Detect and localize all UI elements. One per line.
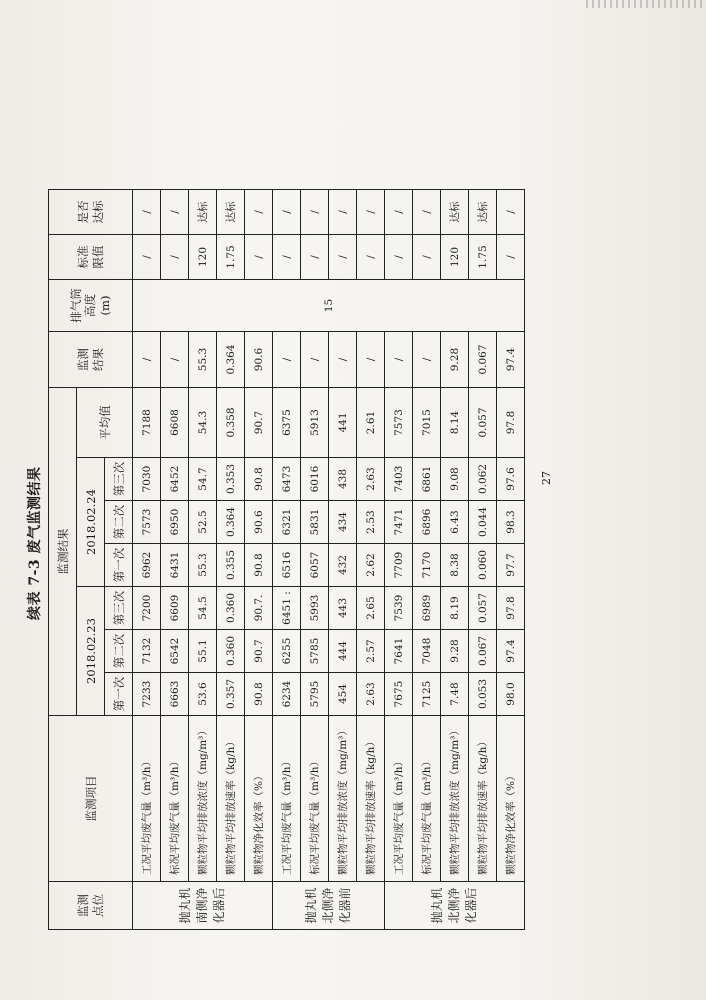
result-cell: 9.28 [441, 332, 469, 388]
run-header: 第三次 [105, 587, 133, 630]
compliance-cell: 达标 [217, 190, 245, 235]
average-cell: 54.3 [189, 388, 217, 458]
result-cell: 97.4 [497, 332, 525, 388]
result-cell: / [133, 332, 161, 388]
average-cell: 8.14 [441, 388, 469, 458]
value-cell: 6962 [133, 544, 161, 587]
rotated-content [0, 80, 600, 1000]
limit-cell: / [273, 235, 301, 280]
value-cell: 432 [329, 544, 357, 587]
value-cell: 5831 [301, 501, 329, 544]
value-cell: 97.8 [497, 587, 525, 630]
value-cell: 7132 [133, 630, 161, 673]
item-cell: 工况平均废气量（m³/h） [133, 716, 161, 882]
limit-cell: / [329, 235, 357, 280]
result-cell: 90.6 [245, 332, 273, 388]
value-cell: 7200 [133, 587, 161, 630]
value-cell: 6609 [161, 587, 189, 630]
value-cell: 55.1 [189, 630, 217, 673]
value-cell: 434 [329, 501, 357, 544]
value-cell: 54.7 [189, 458, 217, 501]
value-cell: 90.8 [245, 458, 273, 501]
result-cell: / [273, 332, 301, 388]
average-cell: 7188 [133, 388, 161, 458]
value-cell: 98.3 [497, 501, 525, 544]
emission-results-table [48, 189, 525, 930]
average-cell: 90.7 [245, 388, 273, 458]
value-cell: 454 [329, 673, 357, 716]
value-cell: 6234 [273, 673, 301, 716]
value-cell: 0.360 [217, 587, 245, 630]
value-cell: 7125 [413, 673, 441, 716]
result-cell: / [329, 332, 357, 388]
compliance-cell: / [161, 190, 189, 235]
result-cell: / [301, 332, 329, 388]
limit-cell: / [497, 235, 525, 280]
run-header: 第二次 [105, 630, 133, 673]
item-cell: 颗粒物平均排放浓度（mg/m³） [189, 716, 217, 882]
value-cell: 6431 [161, 544, 189, 587]
value-cell: 0.057 [469, 587, 497, 630]
site-cell: 抛丸机 南侧净 化器后 [133, 882, 273, 930]
scan-noise [586, 0, 706, 8]
value-cell: 0.053 [469, 673, 497, 716]
compliance-cell: / [357, 190, 385, 235]
result-cell: / [413, 332, 441, 388]
value-cell: 0.364 [217, 501, 245, 544]
result-cell: / [161, 332, 189, 388]
value-cell: 0.360 [217, 630, 245, 673]
table-row [133, 190, 161, 930]
value-cell: 9.28 [441, 630, 469, 673]
results-header: 监测结果 [49, 388, 77, 716]
value-cell: 6452 [161, 458, 189, 501]
value-cell: 6896 [413, 501, 441, 544]
average-cell: 97.8 [497, 388, 525, 458]
table-body [133, 190, 525, 930]
average-cell: 5913 [301, 388, 329, 458]
item-cell: 工况平均废气量（m³/h） [273, 716, 301, 882]
compliance-cell: / [273, 190, 301, 235]
value-cell: 8.38 [441, 544, 469, 587]
value-cell: 7048 [413, 630, 441, 673]
value-cell: 7233 [133, 673, 161, 716]
value-cell: 7170 [413, 544, 441, 587]
result-cell: 0.067 [469, 332, 497, 388]
value-cell: 90.7. [245, 587, 273, 630]
limit-cell: / [161, 235, 189, 280]
value-cell: 6861 [413, 458, 441, 501]
value-cell: 6451 : [273, 587, 301, 630]
run-header: 第一次 [105, 544, 133, 587]
average-cell: 7573 [385, 388, 413, 458]
site-cell: 抛丸机 北侧净 化器后 [385, 882, 525, 930]
value-cell: 0.062 [469, 458, 497, 501]
value-cell: 0.353 [217, 458, 245, 501]
value-cell: 5795 [301, 673, 329, 716]
value-cell: 444 [329, 630, 357, 673]
limit-cell: / [413, 235, 441, 280]
item-cell: 颗粒物平均排放速率（kg/h） [469, 716, 497, 882]
item-cell: 颗粒物净化效率（%） [497, 716, 525, 882]
average-cell: 0.057 [469, 388, 497, 458]
limit-cell: 1.75 [469, 235, 497, 280]
value-cell: 97.7 [497, 544, 525, 587]
item-header: 监测项目 [49, 716, 133, 882]
average-cell: 0.358 [217, 388, 245, 458]
value-cell: 6989 [413, 587, 441, 630]
table-title: 续表 7-3 废气监测结果 [27, 466, 43, 620]
value-cell: 0.060 [469, 544, 497, 587]
value-cell: 2.63 [357, 673, 385, 716]
value-cell: 9.08 [441, 458, 469, 501]
value-cell: 6321 [273, 501, 301, 544]
value-cell: 0.067 [469, 630, 497, 673]
value-cell: 55.3 [189, 544, 217, 587]
value-cell: 8.19 [441, 587, 469, 630]
value-cell: 6473 [273, 458, 301, 501]
average-cell: 441 [329, 388, 357, 458]
average-cell: 6375 [273, 388, 301, 458]
stack-height-cell: 15 [133, 280, 525, 332]
compliance-header: 是否 达标 [49, 190, 133, 235]
compliance-cell: / [301, 190, 329, 235]
value-cell: 2.53 [357, 501, 385, 544]
value-cell: 53.6 [189, 673, 217, 716]
average-header: 平均值 [77, 388, 133, 458]
value-cell: 7641 [385, 630, 413, 673]
date2-header: 2018.02.24 [77, 458, 105, 587]
stack-height-header: 排气筒 高度 (m) [49, 280, 133, 332]
value-cell: 5785 [301, 630, 329, 673]
value-cell: 6.43 [441, 501, 469, 544]
monitor-result-header: 监测 结果 [49, 332, 133, 388]
value-cell: 6016 [301, 458, 329, 501]
item-cell: 颗粒物净化效率（%） [245, 716, 273, 882]
compliance-cell: / [497, 190, 525, 235]
result-cell: 0.364 [217, 332, 245, 388]
result-cell: / [385, 332, 413, 388]
average-cell: 6608 [161, 388, 189, 458]
value-cell: 7539 [385, 587, 413, 630]
compliance-cell: / [413, 190, 441, 235]
limit-cell: / [357, 235, 385, 280]
value-cell: 0.357 [217, 673, 245, 716]
value-cell: 97.6 [497, 458, 525, 501]
compliance-cell: / [329, 190, 357, 235]
item-cell: 标况平均废气量（m³/h） [301, 716, 329, 882]
site-cell: 抛丸机 北侧净 化器前 [273, 882, 385, 930]
result-cell: / [357, 332, 385, 388]
value-cell: 0.355 [217, 544, 245, 587]
run-header: 第三次 [105, 458, 133, 501]
value-cell: 7709 [385, 544, 413, 587]
compliance-cell: / [245, 190, 273, 235]
value-cell: 7.48 [441, 673, 469, 716]
value-cell: 7403 [385, 458, 413, 501]
limit-cell: 1.75 [217, 235, 245, 280]
value-cell: 90.6 [245, 501, 273, 544]
item-cell: 颗粒物平均排放浓度（mg/m³） [441, 716, 469, 882]
value-cell: 7675 [385, 673, 413, 716]
value-cell: 2.62 [357, 544, 385, 587]
value-cell: 6516 [273, 544, 301, 587]
item-cell: 标况平均废气量（m³/h） [161, 716, 189, 882]
value-cell: 6663 [161, 673, 189, 716]
page-number: 27 [540, 471, 553, 485]
average-cell: 2.61 [357, 388, 385, 458]
compliance-cell: 达标 [441, 190, 469, 235]
compliance-cell: / [385, 190, 413, 235]
limit-cell: / [301, 235, 329, 280]
value-cell: 90.8 [245, 673, 273, 716]
item-cell: 标况平均废气量（m³/h） [413, 716, 441, 882]
date1-header: 2018.02.23 [77, 587, 105, 716]
value-cell: 2.57 [357, 630, 385, 673]
value-cell: 2.63 [357, 458, 385, 501]
value-cell: 52.5 [189, 501, 217, 544]
value-cell: 6057 [301, 544, 329, 587]
item-cell: 颗粒物平均排放浓度（mg/m³） [329, 716, 357, 882]
limit-cell: / [385, 235, 413, 280]
value-cell: 5993 [301, 587, 329, 630]
value-cell: 0.044 [469, 501, 497, 544]
limit-cell: 120 [441, 235, 469, 280]
value-cell: 6542 [161, 630, 189, 673]
average-cell: 7015 [413, 388, 441, 458]
value-cell: 2.65 [357, 587, 385, 630]
value-cell: 438 [329, 458, 357, 501]
compliance-cell: 达标 [189, 190, 217, 235]
item-cell: 颗粒物平均排放速率（kg/h） [217, 716, 245, 882]
compliance-cell: / [133, 190, 161, 235]
value-cell: 7030 [133, 458, 161, 501]
run-header: 第二次 [105, 501, 133, 544]
value-cell: 6950 [161, 501, 189, 544]
value-cell: 7471 [385, 501, 413, 544]
result-cell: 55.3 [189, 332, 217, 388]
value-cell: 6255 [273, 630, 301, 673]
limit-cell: / [133, 235, 161, 280]
value-cell: 98.0 [497, 673, 525, 716]
compliance-cell: 达标 [469, 190, 497, 235]
value-cell: 97.4 [497, 630, 525, 673]
site-header: 监测 点位 [49, 882, 133, 930]
value-cell: 7573 [133, 501, 161, 544]
limit-header: 标准 限值 [49, 235, 133, 280]
limit-cell: 120 [189, 235, 217, 280]
run-header: 第一次 [105, 673, 133, 716]
value-cell: 90.7 [245, 630, 273, 673]
value-cell: 443 [329, 587, 357, 630]
limit-cell: / [245, 235, 273, 280]
item-cell: 工况平均废气量（m³/h） [385, 716, 413, 882]
value-cell: 54.5 [189, 587, 217, 630]
item-cell: 颗粒物平均排放速率（kg/h） [357, 716, 385, 882]
value-cell: 90.8 [245, 544, 273, 587]
